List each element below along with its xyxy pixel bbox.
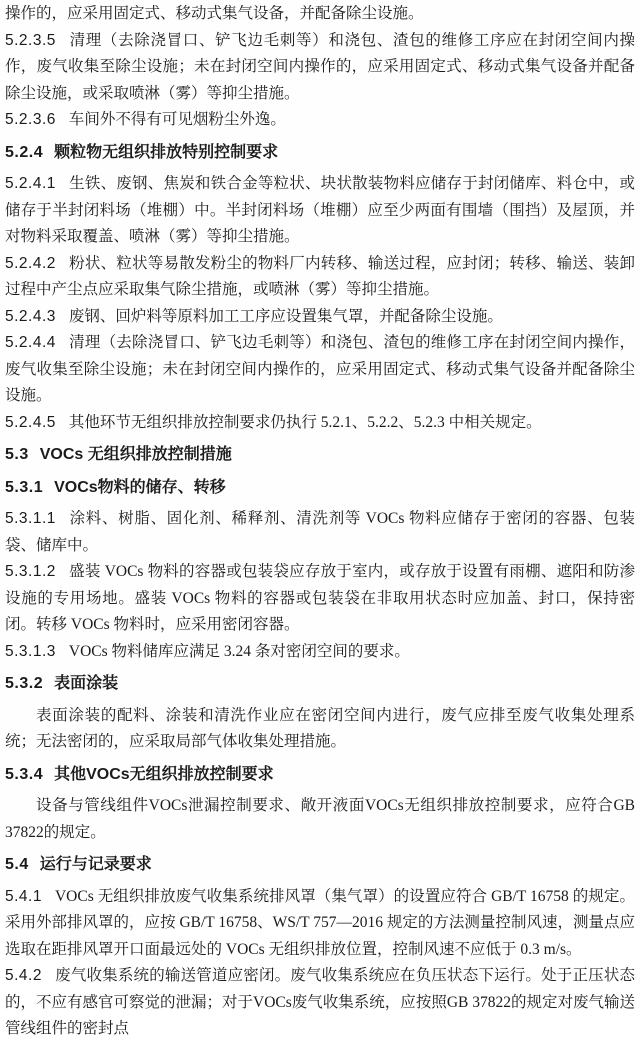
heading-number: 5.3 <box>5 446 29 463</box>
clause-number: 5.2.4.3 <box>5 307 56 325</box>
section-heading <box>5 442 635 469</box>
clause-paragraph <box>5 884 635 964</box>
paragraph-text: 表面涂装的配料、涂装和清洗作业应在密闭空间内进行，废气应排至废气收集处理系统；无法密闭的，应采取局部气体收集处理措施。 <box>5 706 635 750</box>
clause-paragraph <box>5 171 635 251</box>
heading-number: 5.2.4 <box>5 143 44 161</box>
clause-number: 5.2.3.5 <box>5 31 56 49</box>
document-blocks <box>5 1 635 1043</box>
paragraph-text: 车间外不得有可见烟粉尘外逸。 <box>68 111 286 128</box>
body-paragraph-indented <box>5 703 635 756</box>
section-heading <box>5 671 635 698</box>
clause-number: 5.4.1 <box>5 887 42 905</box>
paragraph-text: 盛装 VOCs 物料的容器或包装袋应存放于室内，或存放于设置有雨棚、遮阳和防渗设施的专用场地。盛装 VOCs 物料的容器或包装袋在非取用状态时应加盖、封口，保持密闭。转移 VOCs 物料时，应采用密闭容器。 <box>5 563 635 633</box>
paragraph-text: VOCs 物料储库应满足 3.24 条对密闭空间的要求。 <box>68 642 410 660</box>
paragraph-text: 其他环节无组织排放控制要求仍执行 5.2.1、5.2.2、5.2.3 中相关规定。 <box>68 413 542 431</box>
clause-number: 5.3.1.2 <box>5 563 56 580</box>
paragraph-text: VOCs 无组织排放废气收集系统排风罩（集气罩）的设置应符合 GB/T 16758 的规定。采用外部排风罩的，应按 GB/T 16758、WS/T 757—2016 规定的方法测量控制风速，测量点应选取在距排风罩开口面最远处的 VOCs 无组织排放位置，控制风速不应低于 0.3 m/s。 <box>5 887 635 958</box>
heading-text: VOCs物料的储存、转移 <box>54 478 226 496</box>
clause-paragraph <box>5 639 635 666</box>
paragraph-text: 涂料、树脂、固化剂、稀释剂、清洗剂等 VOCs 物料应储存于密闭的容器、包装袋、储库中。 <box>5 510 635 554</box>
clause-paragraph <box>5 28 635 108</box>
clause-paragraph <box>5 506 635 559</box>
section-heading <box>5 852 635 879</box>
heading-text: 运行与记录要求 <box>39 856 152 873</box>
body-paragraph-indented <box>5 793 635 846</box>
heading-number: 5.4 <box>5 856 29 873</box>
paragraph-text: 设备与管线组件VOCs泄漏控制要求、敞开液面VOCs无组织排放控制要求，应符合GB 37822的规定。 <box>5 797 635 841</box>
clause-paragraph <box>5 107 635 134</box>
heading-text: VOCs 无组织排放控制措施 <box>39 446 232 463</box>
clause-paragraph <box>5 251 635 304</box>
paragraph-text: 清理（去除浇冒口、铲飞边毛刺等）和浇包、渣包的维修工序在封闭空间内操作，废气收集至除尘设施；未在封闭空间内操作的，应采用固定式、移动式集气设备并配备除尘设施。 <box>5 334 635 404</box>
heading-number: 5.3.1 <box>5 478 44 496</box>
body-paragraph-continuation <box>5 1 635 28</box>
heading-text: 颗粒物无组织排放特别控制要求 <box>54 143 279 161</box>
paragraph-text: 清理（去除浇冒口、铲飞边毛刺等）和浇包、渣包的维修工序应在封闭空间内操作，废气收集至除尘设施；未在封闭空间内操作的，应采用固定式、移动式集气设备并配备除尘设施，或采取喷淋（雾）等抑尘措施。 <box>5 31 635 102</box>
section-heading <box>5 762 635 789</box>
paragraph-text: 粉状、粒状等易散发粉尘的物料厂内转移、输送过程，应封闭；转移、输送、装卸过程中产尘点应采取集气除尘措施，或喷淋（雾）等抑尘措施。 <box>5 254 635 298</box>
clause-number: 5.2.3.6 <box>5 111 56 128</box>
heading-number: 5.3.2 <box>5 675 44 692</box>
paragraph-text: 废气收集系统的输送管道应密闭。废气收集系统应在负压状态下运行。处于正压状态的，不应有感官可察觉的泄漏；对于VOCs废气收集系统，应按照GB 37822的规定对废气输送管线组件的密封点 <box>5 967 635 1037</box>
clause-number: 5.2.4.1 <box>5 175 56 192</box>
section-heading <box>5 475 635 502</box>
clause-paragraph <box>5 559 635 639</box>
clause-paragraph <box>5 330 635 410</box>
paragraph-text: 操作的，应采用固定式、移动式集气设备，并配备除尘设施。 <box>5 5 424 22</box>
clause-number: 5.2.4.5 <box>5 413 56 431</box>
clause-number: 5.2.4.4 <box>5 334 56 351</box>
clause-paragraph <box>5 304 635 331</box>
heading-text: 其他VOCs无组织排放控制要求 <box>54 765 274 783</box>
paragraph-text: 生铁、废钢、焦炭和铁合金等粒状、块状散装物料应储存于封闭储库、料仓中，或储存于半封闭料场（堆棚）中。半封闭料场（堆棚）应至少两面有围墙（围挡）及屋顶，并对物料采取覆盖、喷淋（雾）等抑尘措施。 <box>5 175 635 245</box>
clause-number: 5.4.2 <box>5 967 42 984</box>
clause-paragraph <box>5 410 635 437</box>
paragraph-text: 废钢、回炉料等原料加工工序应设置集气罩，并配备除尘设施。 <box>68 307 503 325</box>
heading-text: 表面涂装 <box>54 675 119 692</box>
clause-number: 5.2.4.2 <box>5 254 56 272</box>
clause-number: 5.3.1.1 <box>5 510 56 527</box>
clause-number: 5.3.1.3 <box>5 642 56 660</box>
section-heading <box>5 140 635 167</box>
clause-paragraph <box>5 963 635 1043</box>
heading-number: 5.3.4 <box>5 765 44 783</box>
